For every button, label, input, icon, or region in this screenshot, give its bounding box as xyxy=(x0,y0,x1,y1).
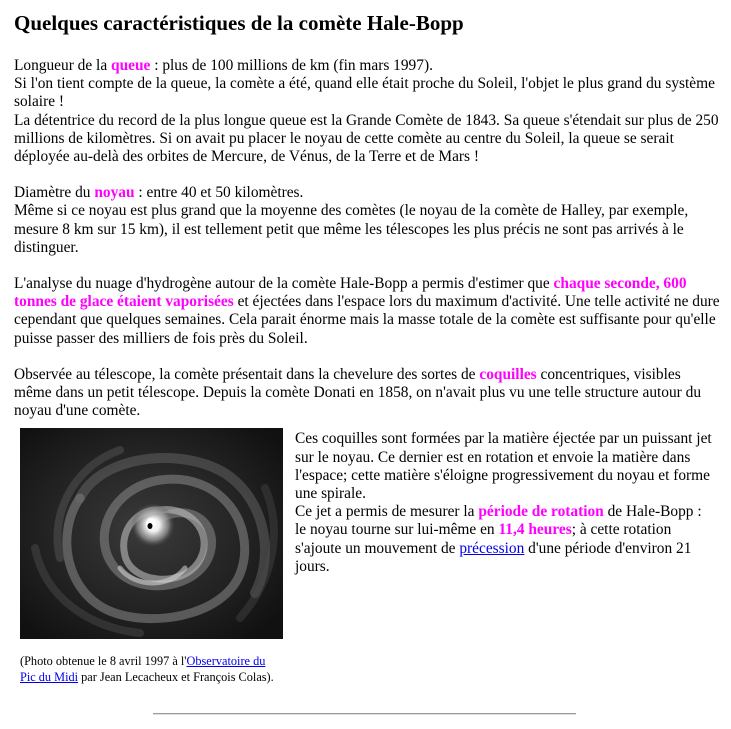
shells-intro: Observée au télescope, la comète présentait dans la chevelure des sortes de xyxy=(14,365,480,383)
jet-paragraph: Ces coquilles sont formées par la matière éjectée par un puissant jet sur le noyau. Ce dernier est en rotation et envoie la matière dans l'espace; cette matière s'éloigne progressivement du noyau et forme une spirale. xyxy=(295,430,712,503)
precession-link[interactable]: précession xyxy=(459,539,525,557)
queue-length-text: : plus de 100 millions de km (fin mars 1997). xyxy=(150,57,433,74)
rotation-hours-keyword: 11,4 heures xyxy=(498,521,572,539)
hydrogen-keyword: chaque seconde, 600 tonnes de glace étaient vaporisées xyxy=(14,275,687,311)
caption-credit: par Jean Lecacheux et François Colas). xyxy=(81,670,274,685)
queue-paragraph xyxy=(14,57,720,166)
photo-caption xyxy=(20,654,283,685)
photo-block xyxy=(20,428,283,685)
noyau-diameter-text: : entre 40 et 50 kilomètres. xyxy=(134,184,304,202)
hydrogen-paragraph xyxy=(14,275,720,348)
queue-size-text: Si l'on tient compte de la queue, la comète a été, quand elle était proche du Soleil, l'objet le plus grand du système solaire ! xyxy=(14,75,715,111)
caption-intro: (Photo obtenue le 8 avril 1997 à l' xyxy=(20,654,187,669)
horizontal-rule xyxy=(153,713,576,715)
rotation-paragraph xyxy=(295,503,715,576)
rotation-period-keyword: période de rotation xyxy=(478,503,604,521)
figure-row xyxy=(14,428,720,728)
noyau-comparison-text: Même si ce noyau est plus grand que la moyenne des comètes (le noyau de la comète de Halley, par exemple, mesure 8 km sur 15 km), il est tellement petit que même les télescopes les plus précis ne sont pas arrivés à le distinguer. xyxy=(14,202,689,256)
comet-shells-image xyxy=(20,428,283,639)
noyau-keyword: noyau xyxy=(94,184,135,202)
comet-shells-photo xyxy=(20,428,283,639)
shells-explanation xyxy=(295,430,715,576)
noyau-paragraph xyxy=(14,184,720,257)
shells-paragraph xyxy=(14,366,720,421)
rotation-intro: Ce jet a permis de mesurer la xyxy=(295,503,479,521)
hydrogen-text: et éjectées dans l'espace lors du maximum d'activité. Une telle activité ne dure cependant que quelques semaines. Cela parait énorme mais la masse totale de la comète est suffisante pour qu'elle puisse passer des milliers de fois près du Soleil. xyxy=(14,293,720,347)
observatoire-link[interactable]: Observatoire du Pic du Midi xyxy=(20,654,266,685)
page xyxy=(14,0,720,728)
shells-keyword: coquilles xyxy=(479,365,537,383)
precession-period-text: d'une période d'environ 21 jours. xyxy=(295,539,692,575)
page-title: Quelques caractéristiques de la comète Hale-Bopp xyxy=(14,11,464,35)
noyau-intro: Diamètre du xyxy=(14,184,95,202)
hydrogen-intro: L'analyse du nuage d'hydrogène autour de la comète Hale-Bopp a permis d'estimer que xyxy=(14,275,554,293)
rotation-text: de Hale-Bopp : le noyau tourne sur lui-même en xyxy=(295,503,702,539)
queue-record-text: La détentrice du record de la plus longue queue est la Grande Comète de 1843. Sa queue s'étendait sur plus de 250 millions de kilomètres. Si on avait pu placer le noyau de cette comète au centre du Soleil, la queue se serait déployée au-delà des orbites de Mercure, de Vénus, de la Terre et de Mars ! xyxy=(14,111,719,166)
queue-keyword: queue xyxy=(111,57,151,74)
shells-text: concentriques, visibles même dans un petit télescope. Depuis la comète Donati en 1858, on n'avait plus vu une telle structure autour du noyau d'une comète. xyxy=(14,365,702,420)
queue-intro: Longueur de la xyxy=(14,57,112,74)
precession-intro: ; à cette rotation s'ajoute un mouvement de xyxy=(295,521,672,557)
